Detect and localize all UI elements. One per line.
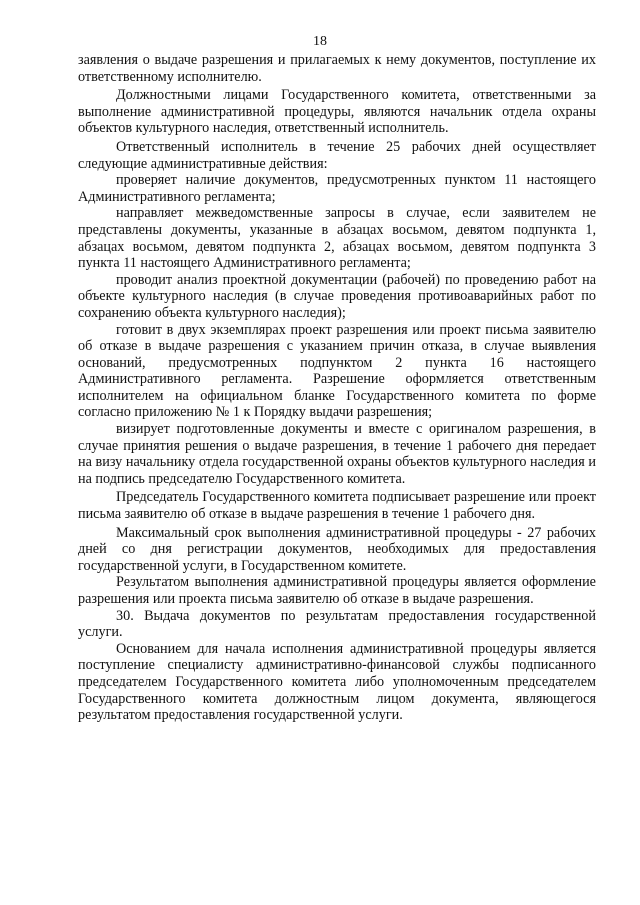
paragraph-chairman-signs: Председатель Государственного комитета подписывает разрешение или проект письма заявителю об отказе в выдаче разрешения в течение 1 рабочего дня. — [78, 489, 596, 523]
paragraph-action-check-documents: проверяет наличие документов, предусмотренных пунктом 11 настоящего Административного регламента; — [78, 172, 596, 205]
paragraph-max-term: Максимальный срок выполнения административной процедуры - 27 рабочих дней со дня регистрации документов, необходимых для предоставления государственной услуги, в Государственном комитете. — [78, 524, 596, 574]
paragraph-continuation: заявления о выдаче разрешения и прилагаемых к нему документов, поступление их ответственному исполнителю. — [78, 52, 596, 85]
body-text — [78, 52, 596, 724]
paragraph-result: Результатом выполнения административной процедуры является оформление разрешения или проекта письма заявителю об отказе в выдаче разрешения. — [78, 574, 596, 607]
paragraph-executor-actions: Ответственный исполнитель в течение 25 рабочих дней осуществляет следующие административные действия: — [78, 138, 596, 172]
paragraph-action-interagency-requests: направляет межведомственные запросы в случае, если заявителем не представлены документы, указанные в абзацах восьмом, девятом подпункта 1, абзацах восьмом, девятом подпункта 2, абзацах восьмом, девятом подпункта 3 пункта 11 настоящего Административного регламента; — [78, 205, 596, 272]
paragraph-action-prepare-draft: готовит в двух экземплярах проект разрешения или проект письма заявителю об отказе в выдаче разрешения с указанием причин отказа, в случае выявления оснований, предусмотренных подпунктом 2 пункта 16 настоящего Административного регламента. Разрешение оформляется ответственным исполнителем на официальном бланке Государственного комитета по форме согласно приложению № 1 к Порядку выдачи разрешения; — [78, 321, 596, 421]
paragraph-responsible-officials: Должностными лицами Государственного комитета, ответственными за выполнение административной процедуры, являются начальник отдела охраны объектов культурного наследия, ответственный исполнитель. — [78, 87, 596, 137]
paragraph-action-endorse: визирует подготовленные документы и вместе с оригиналом разрешения, в случае принятия решения о выдаче разрешения, в течение 1 рабочего дня передает на визу начальнику отдела государственной охраны объектов культурного наследия и на подпись председателю Государственного комитета. — [78, 421, 596, 487]
paragraph-section-30-heading: 30. Выдача документов по результатам предоставления государственной услуги. — [78, 607, 596, 641]
paragraph-action-analysis: проводит анализ проектной документации (рабочей) по проведению работ на объекте культурного наследия (в случае проведения противоаварийных работ по сохранению объекта культурного наследия); — [78, 271, 596, 321]
paragraph-basis: Основанием для начала исполнения административной процедуры является поступление специалисту административно-финансовой службы подписанного председателем Государственного комитета либо уполномоченным председателем Государственного комитета должностным лицом документа, являющегося результатом предоставления государственной услуги. — [78, 640, 596, 724]
page-number: 18 — [313, 34, 327, 49]
